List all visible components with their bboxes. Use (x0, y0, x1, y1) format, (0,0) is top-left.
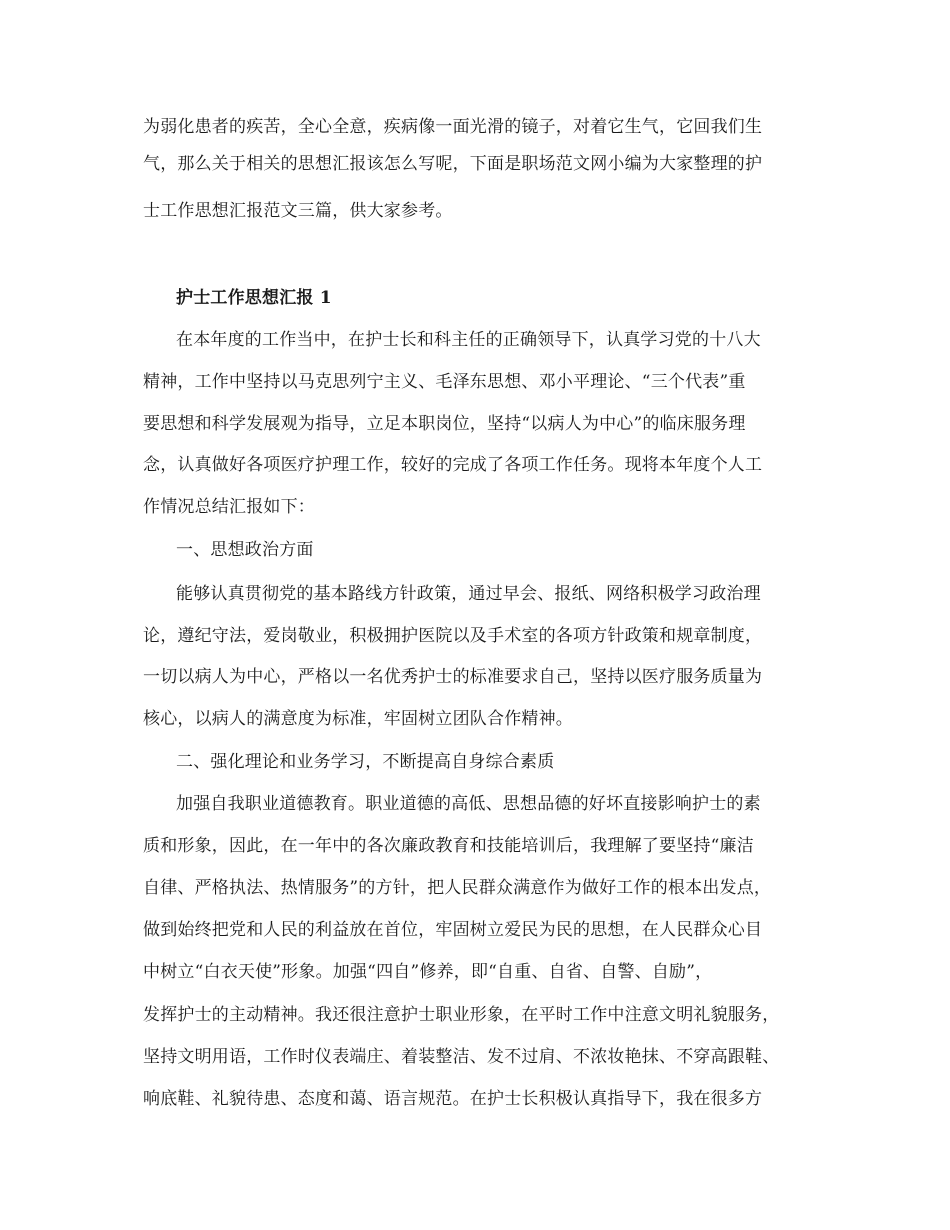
paragraph-2-line-3: 一切以病人为中心，严格以一名优秀护士的标准要求自己，坚持以医疗服务质量为 (143, 667, 763, 687)
paragraph-3-line-4: 做到始终把党和人民的利益放在首位，牢固树立爱民为民的思想，在人民群众心目 (143, 920, 763, 940)
paragraph-1-line-1: 在本年度的工作当中，在护士长和科主任的正确领导下，认真学习党的十八大 (176, 330, 761, 350)
paragraph-3-line-1: 加强自我职业道德教育。职业道德的高低、思想品德的好坏直接影响护士的素 (176, 794, 761, 814)
section-2-title: 二、强化理论和业务学习，不断提高自身综合素质 (176, 752, 555, 772)
paragraph-1-line-5: 作情况总结汇报如下： (143, 497, 315, 517)
paragraph-3-line-2: 质和形象，因此，在一年中的各次廉政教育和技能培训后，我理解了要坚持“廉洁 (143, 836, 754, 856)
paragraph-3-line-8: 响底鞋、礼貌待患、态度和蔼、语言规范。在护士长积极认真指导下，我在很多方 (143, 1089, 763, 1109)
intro-line-1: 为弱化患者的疾苦，全心全意，疾病像一面光滑的镜子，对着它生气，它回我们生 (143, 117, 763, 137)
paragraph-1-line-2: 精神，工作中坚持以马克思列宁主义、毛泽东思想、邓小平理论、“三个代表”重 (143, 372, 746, 392)
intro-line-3: 士工作思想汇报范文三篇，供大家参考。 (143, 201, 453, 221)
paragraph-2-line-1: 能够认真贯彻党的基本路线方针政策，通过早会、报纸、网络积极学习政治理 (176, 584, 761, 604)
paragraph-3-line-5: 中树立“白衣天使”形象。加强“四自”修养，即“自重、自省、自警、自励”， (143, 962, 713, 982)
paragraph-3-line-6: 发挥护士的主动精神。我还很注意护士职业形象，在平时工作中注意文明礼貌服务， (143, 1005, 780, 1025)
paragraph-3-line-7: 坚持文明用语，工作时仪表端庄、着装整洁、发不过肩、不浓妆艳抹、不穿高跟鞋、 (143, 1047, 780, 1067)
paragraph-2-line-4: 核心，以病人的满意度为标准，牢固树立团队合作精神。 (143, 709, 573, 729)
paragraph-1-line-3: 要思想和科学发展观为指导，立足本职岗位，坚持“以病人为中心”的临床服务理 (143, 414, 746, 434)
paragraph-3-line-3: 自律、严格执法、热情服务”的方针，把人民群众满意作为做好工作的根本出发点， (143, 878, 772, 898)
intro-line-2: 气，那么关于相关的思想汇报该怎么写呢，下面是职场范文网小编为大家整理的护 (143, 154, 763, 174)
paragraph-2-line-2: 论，遵纪守法，爱岗敬业，积极拥护医院以及手术室的各项方针政策和规章制度， (143, 626, 763, 646)
section-1-title: 一、思想政治方面 (176, 540, 314, 560)
paragraph-1-line-4: 念，认真做好各项医疗护理工作，较好的完成了各项工作任务。现将本年度个人工 (143, 455, 763, 475)
section-heading: 护士工作思想汇报 1 (176, 288, 332, 308)
